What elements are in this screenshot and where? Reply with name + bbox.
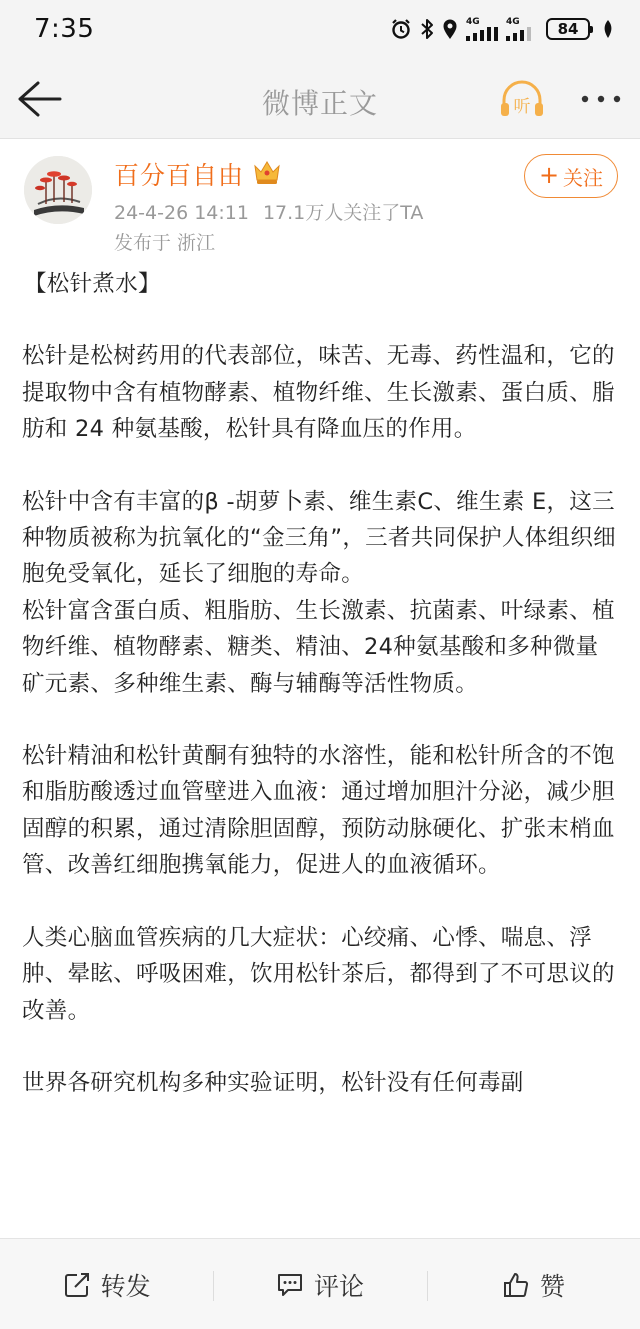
listen-label: 听: [513, 97, 531, 117]
more-button[interactable]: [578, 84, 624, 114]
signal-icon: [466, 17, 498, 41]
page-title: 微博正文: [261, 87, 378, 120]
bluetooth-icon: [420, 18, 434, 40]
comment-label: 评论: [313, 1271, 364, 1301]
author-header: [0, 138, 640, 258]
battery-icon: [546, 18, 590, 40]
leaf-icon: [602, 19, 614, 39]
follower-count: 17.1万人关注了TA: [262, 202, 424, 224]
post-paragraph: 松针富含蛋白质、粗脂肪、生长激素、抗菌素、叶绿素、植物纤维、植物酵素、糖类、精油、24种氨基酸和多种微量矿元素、多种维生素、酶与辅酶等活性物质。: [22, 597, 615, 697]
post-body: [22, 266, 618, 1101]
listen-button[interactable]: [498, 80, 546, 120]
post-paragraph: 人类心脑血管疾病的几大症状：心绞痛、心悸、喘息、浮肿、晕眩、呼吸困难，饮用松针茶后，都得到了不可思议的改善。: [22, 924, 615, 1024]
network-type-label: 4G: [466, 17, 480, 27]
plus-icon: +: [538, 161, 560, 189]
avatar-image: [24, 156, 92, 224]
alarm-icon: [390, 18, 412, 40]
post-paragraph: 松针是松树药用的代表部位，味苦、无毒、药性温和，它的提取物中含有植物酵素、植物纤维、生长激素、蛋白质、脂肪和 24 种氨基酸，松针具有降血压的作用。: [22, 343, 615, 443]
post-paragraph: 松针中含有丰富的β -胡萝卜素、维生素C、维生素 E，这三种物质被称为抗氧化的“金三角”，三者共同保护人体组织细胞免受氧化，延长了细胞的寿命。: [22, 488, 616, 588]
signal-icon: [506, 17, 538, 41]
status-icons: [390, 14, 614, 44]
post-location: 发布于 浙江: [114, 232, 216, 254]
status-time: 7:35: [34, 14, 95, 44]
like-label: 赞: [539, 1271, 565, 1301]
status-bar: [0, 0, 640, 60]
comment-button[interactable]: [213, 1239, 426, 1329]
like-button[interactable]: [427, 1239, 640, 1329]
network-type-label: 4G: [506, 17, 520, 27]
repost-button[interactable]: [0, 1239, 213, 1329]
post-date: 24-4-26 14:11: [114, 202, 249, 224]
vip-crown-icon: [252, 158, 282, 186]
follow-label: 关注: [563, 165, 604, 190]
bottom-action-bar: [0, 1238, 640, 1329]
location-icon: [442, 18, 458, 40]
battery-level: 84: [557, 20, 579, 38]
author-name[interactable]: 百分百自由: [114, 161, 245, 190]
repost-label: 转发: [100, 1271, 151, 1301]
thumbs-up-icon: [502, 1271, 530, 1299]
avatar[interactable]: [24, 156, 92, 224]
nav-bar: [0, 60, 640, 139]
more-icon: [578, 84, 624, 114]
post-title: 【松针煮水】: [24, 271, 161, 297]
headphones-icon: [498, 80, 546, 120]
follow-button[interactable]: [524, 154, 618, 198]
comment-icon: [276, 1271, 304, 1299]
post-paragraph: 松针精油和松针黄酮有独特的水溶性，能和松针所含的不饱和脂肪酸透过血管壁进入血液：通过增加胆汁分泌，减少胆固醇的积累，通过清除胆固醇，预防动脉硬化、扩张末梢血管、改善红细胞携氧能力，促进人的血液循环。: [22, 743, 615, 879]
post-paragraph: 世界各研究机构多种实验证明，松针没有任何毒副: [22, 1069, 524, 1096]
post-meta: [114, 198, 423, 225]
repost-icon: [63, 1271, 91, 1299]
